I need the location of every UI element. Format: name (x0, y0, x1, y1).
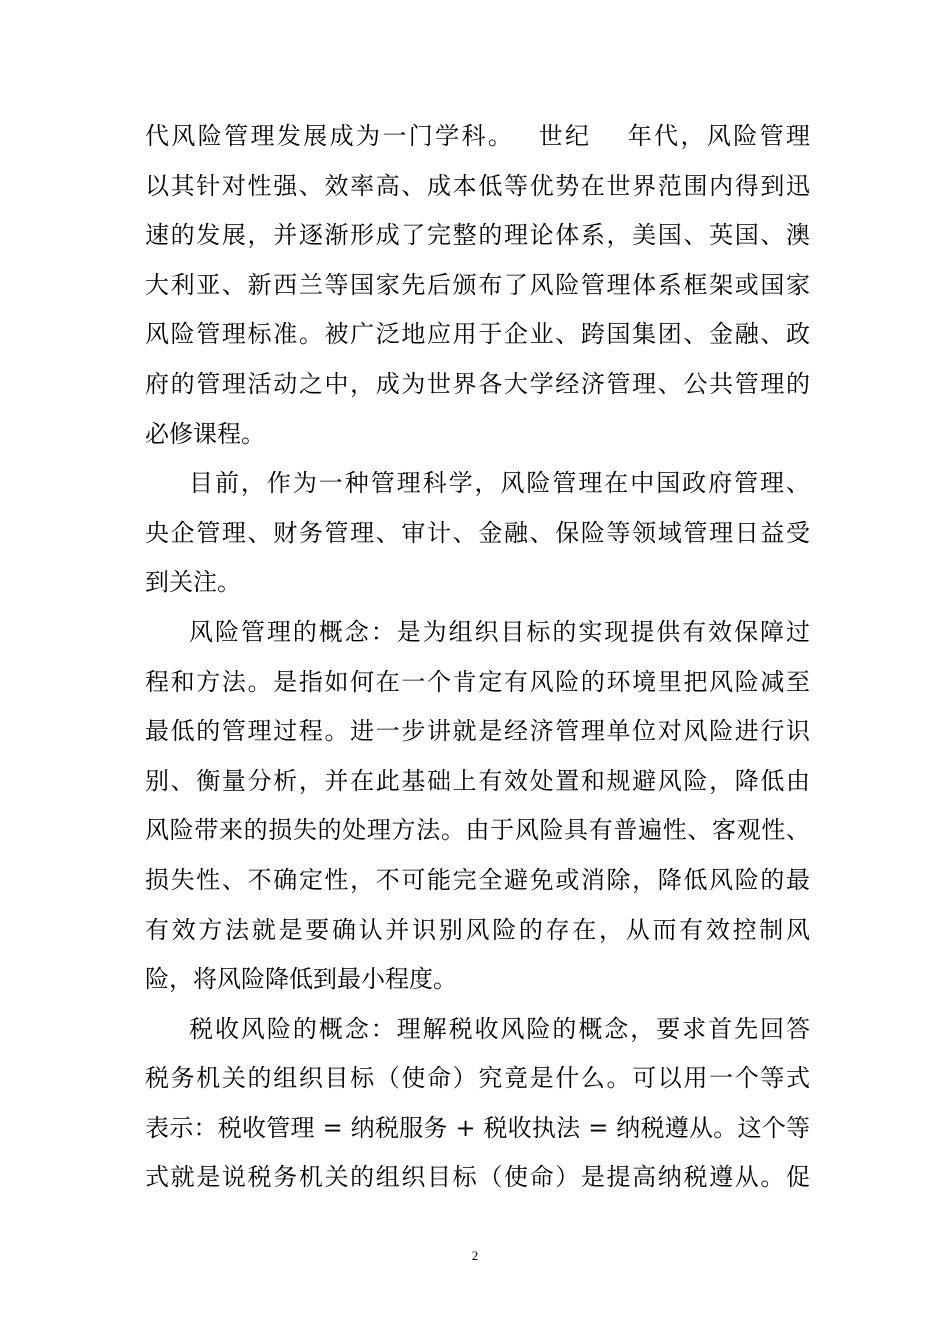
text-line: 大利亚、新西兰等国家先后颁布了风险管理体系框架或国家 (145, 270, 810, 299)
text-line: 别、衡量分析，并在此基础上有效处置和规避风险，降低由 (145, 766, 810, 795)
text-line: 税务机关的组织目标（使命）究竟是什么。可以用一个等式 (145, 1064, 810, 1093)
page-number: 2 (471, 1248, 479, 1263)
text-line: 风险管理的概念：是为组织目标的实现提供有效保障过 (189, 617, 810, 646)
text-line: 式就是说税务机关的组织目标（使命）是提高纳税遵从。促 (145, 1163, 810, 1192)
text-line: 央企管理、财务管理、审计、金融、保险等领域管理日益受 (145, 518, 810, 547)
paragraph-3 (145, 608, 810, 1005)
paragraph-4 (145, 1005, 810, 1203)
text-line: 速的发展，并逐渐形成了完整的理论体系，美国、英国、澳 (145, 221, 810, 250)
text-line: 险，将风险降低到最小程度。 (145, 965, 457, 994)
text-line: 到关注。 (145, 568, 241, 597)
text-line: 代风险管理发展成为一门学科。 世纪 年代，风险管理 (145, 122, 810, 150)
text-line: 表示：税收管理 = 纳税服务 + 税收执法 = 纳税遵从。这个等 (145, 1113, 810, 1142)
text-line: 必修课程。 (145, 419, 265, 448)
text-line: 府的管理活动之中，成为世界各大学经济管理、公共管理的 (145, 369, 810, 398)
document-body (145, 112, 810, 1203)
paragraph-1 (145, 112, 810, 459)
text-line: 程和方法。是指如何在一个肯定有风险的环境里把风险减至 (145, 667, 810, 696)
paragraph-2 (145, 459, 810, 608)
text-line: 风险管理标准。被广泛地应用于企业、跨国集团、金融、政 (145, 320, 810, 349)
text-line: 风险带来的损失的处理方法。由于风险具有普遍性、客观性、 (145, 816, 810, 845)
text-line: 以其针对性强、效率高、成本低等优势在世界范围内得到迅 (145, 171, 810, 200)
text-line: 损失性、不确定性，不可能完全避免或消除，降低风险的最 (145, 865, 810, 894)
text-line: 最低的管理过程。进一步讲就是经济管理单位对风险进行识 (145, 717, 810, 746)
text-line: 税收风险的概念：理解税收风险的概念，要求首先回答 (189, 1014, 810, 1043)
text-line: 有效方法就是要确认并识别风险的存在，从而有效控制风 (145, 915, 810, 944)
text-line: 目前，作为一种管理科学，风险管理在中国政府管理、 (189, 469, 810, 498)
